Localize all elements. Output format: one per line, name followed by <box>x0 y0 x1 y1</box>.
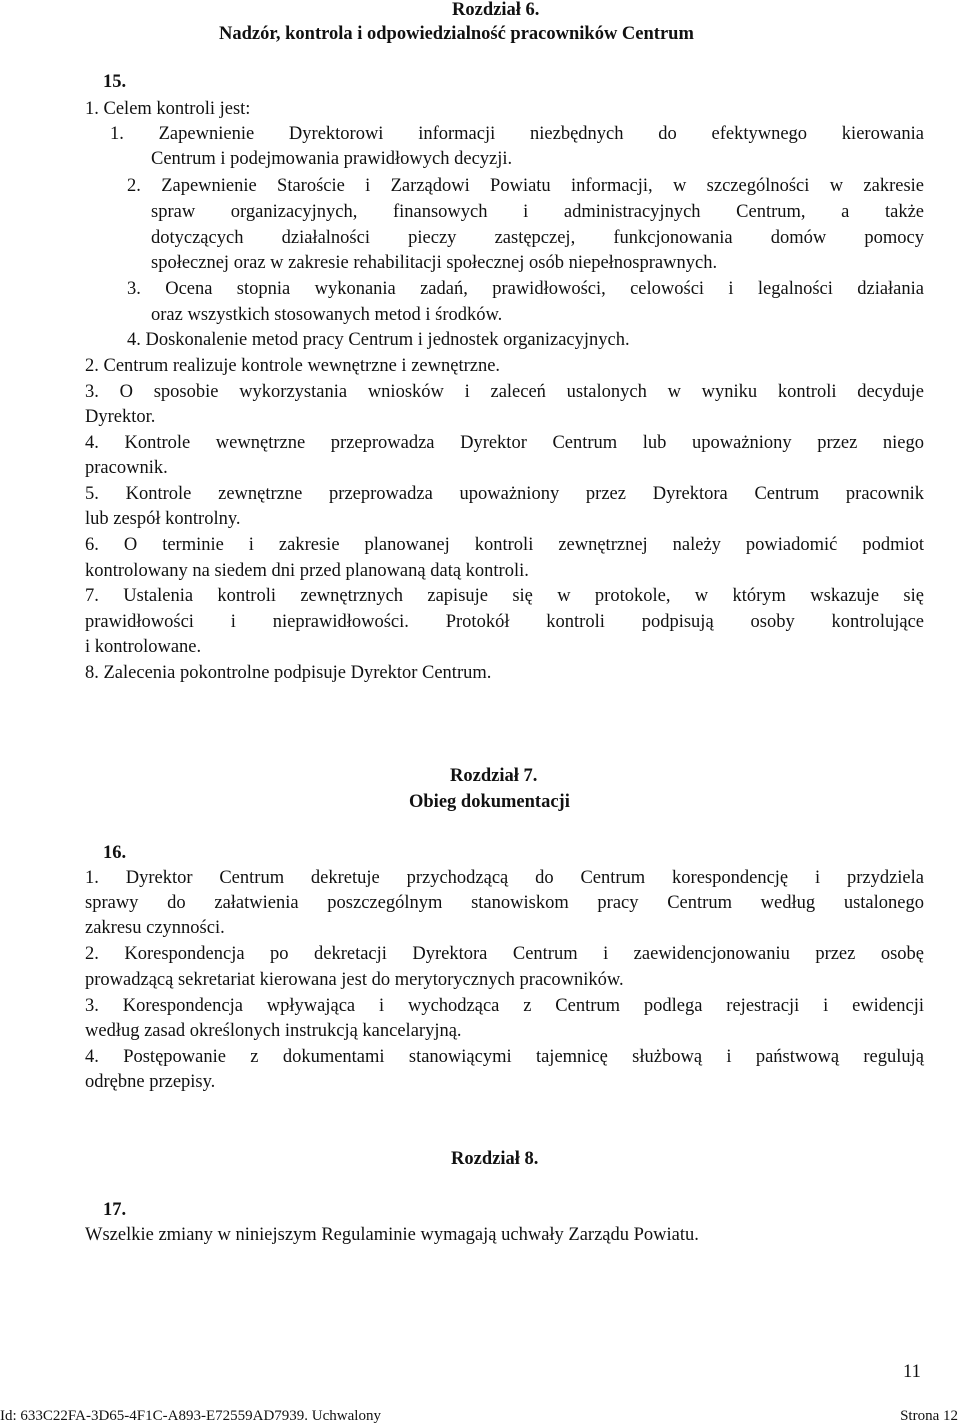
ch7-item-1-line3: zakresu czynności. <box>85 918 225 938</box>
ch6-item-7-line2: prawidłowości i nieprawidłowości. Protokół kontroli podpisują osoby kontrolujące <box>85 612 924 632</box>
ch7-item-1-line1: 1. Dyrektor Centrum dekretuje przychodzącą do Centrum korespondencję i przydziela <box>85 868 924 888</box>
ch6-item-1: 1. Celem kontroli jest: <box>85 99 251 119</box>
chapter-7-subtitle: Obieg dokumentacji <box>409 792 570 812</box>
ch6-subitem-2-line3: dotyczących działalności pieczy zastępczej, funkcjonowania domów pomocy <box>151 228 924 248</box>
page-label: Strona 12 <box>900 1408 958 1424</box>
ch7-item-2-line1: 2. Korespondencja po dekretacji Dyrektora Centrum i zaewidencjonowaniu przez osobę <box>85 944 924 964</box>
chapter-6-subtitle: Nadzór, kontrola i odpowiedzialność pracowników Centrum <box>219 24 694 44</box>
ch6-item-3-line2: Dyrektor. <box>85 407 156 427</box>
ch6-item-3-line1: 3. O sposobie wykorzystania wniosków i zaleceń ustalonych w wyniku kontroli decyduje <box>85 382 924 402</box>
ch6-item-2: 2. Centrum realizuje kontrole wewnętrzne i zewnętrzne. <box>85 356 501 376</box>
ch6-item-5-line2: lub zespół kontrolny. <box>85 509 241 529</box>
ch8-paragraph: Wszelkie zmiany w niniejszym Regulaminie wymagają uchwały Zarządu Powiatu. <box>85 1225 699 1245</box>
chapter-8-title: Rozdział 8. <box>451 1149 539 1169</box>
ch7-item-4-line2: odrębne przepisy. <box>85 1072 216 1092</box>
ch7-item-4-line1: 4. Postępowanie z dokumentami stanowiącymi tajemnicę służbową i państwową regulują <box>85 1047 924 1067</box>
ch7-item-3-line1: 3. Korespondencja wpływająca i wychodząca z Centrum podlega rejestracji i ewidencji <box>85 996 924 1016</box>
ch6-subitem-1-line2: Centrum i podejmowania prawidłowych decyzji. <box>151 149 513 169</box>
ch6-subitem-3-line2: oraz wszystkich stosowanych metod i środków. <box>151 305 503 325</box>
page-number: 11 <box>903 1362 921 1382</box>
ch6-item-4-line2: pracownik. <box>85 458 168 478</box>
ch6-item-4-line1: 4. Kontrole wewnętrzne przeprowadza Dyrektor Centrum lub upoważniony przez niego <box>85 433 924 453</box>
ch6-subitem-1-line1: 1. Zapewnienie Dyrektorowi informacji niezbędnych do efektywnego kierowania <box>110 124 924 144</box>
chapter-6-title: Rozdział 6. <box>452 0 540 20</box>
ch7-item-2-line2: prowadzącą sekretariat kierowana jest do merytorycznych pracowników. <box>85 970 624 990</box>
ch6-subitem-4: 4. Doskonalenie metod pracy Centrum i jednostek organizacyjnych. <box>127 330 630 350</box>
ch6-subitem-2-line1: 2. Zapewnienie Staroście i Zarządowi Powiatu informacji, w szczególności w zakresie <box>127 176 924 196</box>
section-16-heading: 16. <box>103 843 127 863</box>
ch7-item-1-line2: sprawy do załatwienia poszczególnym stanowiskom pracy Centrum według ustalonego <box>85 893 924 913</box>
ch6-item-7-line3: i kontrolowane. <box>85 637 202 657</box>
ch7-item-3-line2: według zasad określonych instrukcją kancelaryjną. <box>85 1021 462 1041</box>
ch6-item-6-line2: kontrolowany na siedem dni przed planowaną datą kontroli. <box>85 561 529 581</box>
ch6-item-6-line1: 6. O terminie i zakresie planowanej kontroli zewnętrznej należy powiadomić podmiot <box>85 535 924 555</box>
ch6-subitem-3-line1: 3. Ocena stopnia wykonania zadań, prawidłowości, celowości i legalności działania <box>127 279 924 299</box>
ch6-subitem-2-line4: społecznej oraz w zakresie rehabilitacji społecznej osób niepełnosprawnych. <box>151 253 718 273</box>
section-15-heading: 15. <box>103 72 127 92</box>
ch6-item-8: 8. Zalecenia pokontrolne podpisuje Dyrektor Centrum. <box>85 663 492 683</box>
document-id: Id: 633C22FA-3D65-4F1C-A893-E72559AD7939. Uchwalony <box>0 1408 381 1424</box>
ch6-subitem-2-line2: spraw organizacyjnych, finansowych i administracyjnych Centrum, a także <box>151 202 924 222</box>
chapter-7-title: Rozdział 7. <box>450 766 538 786</box>
ch6-item-5-line1: 5. Kontrole zewnętrzne przeprowadza upoważniony przez Dyrektora Centrum pracownik <box>85 484 924 504</box>
ch6-item-7-line1: 7. Ustalenia kontroli zewnętrznych zapisuje się w protokole, w którym wskazuje się <box>85 586 924 606</box>
section-17-heading: 17. <box>103 1200 127 1220</box>
